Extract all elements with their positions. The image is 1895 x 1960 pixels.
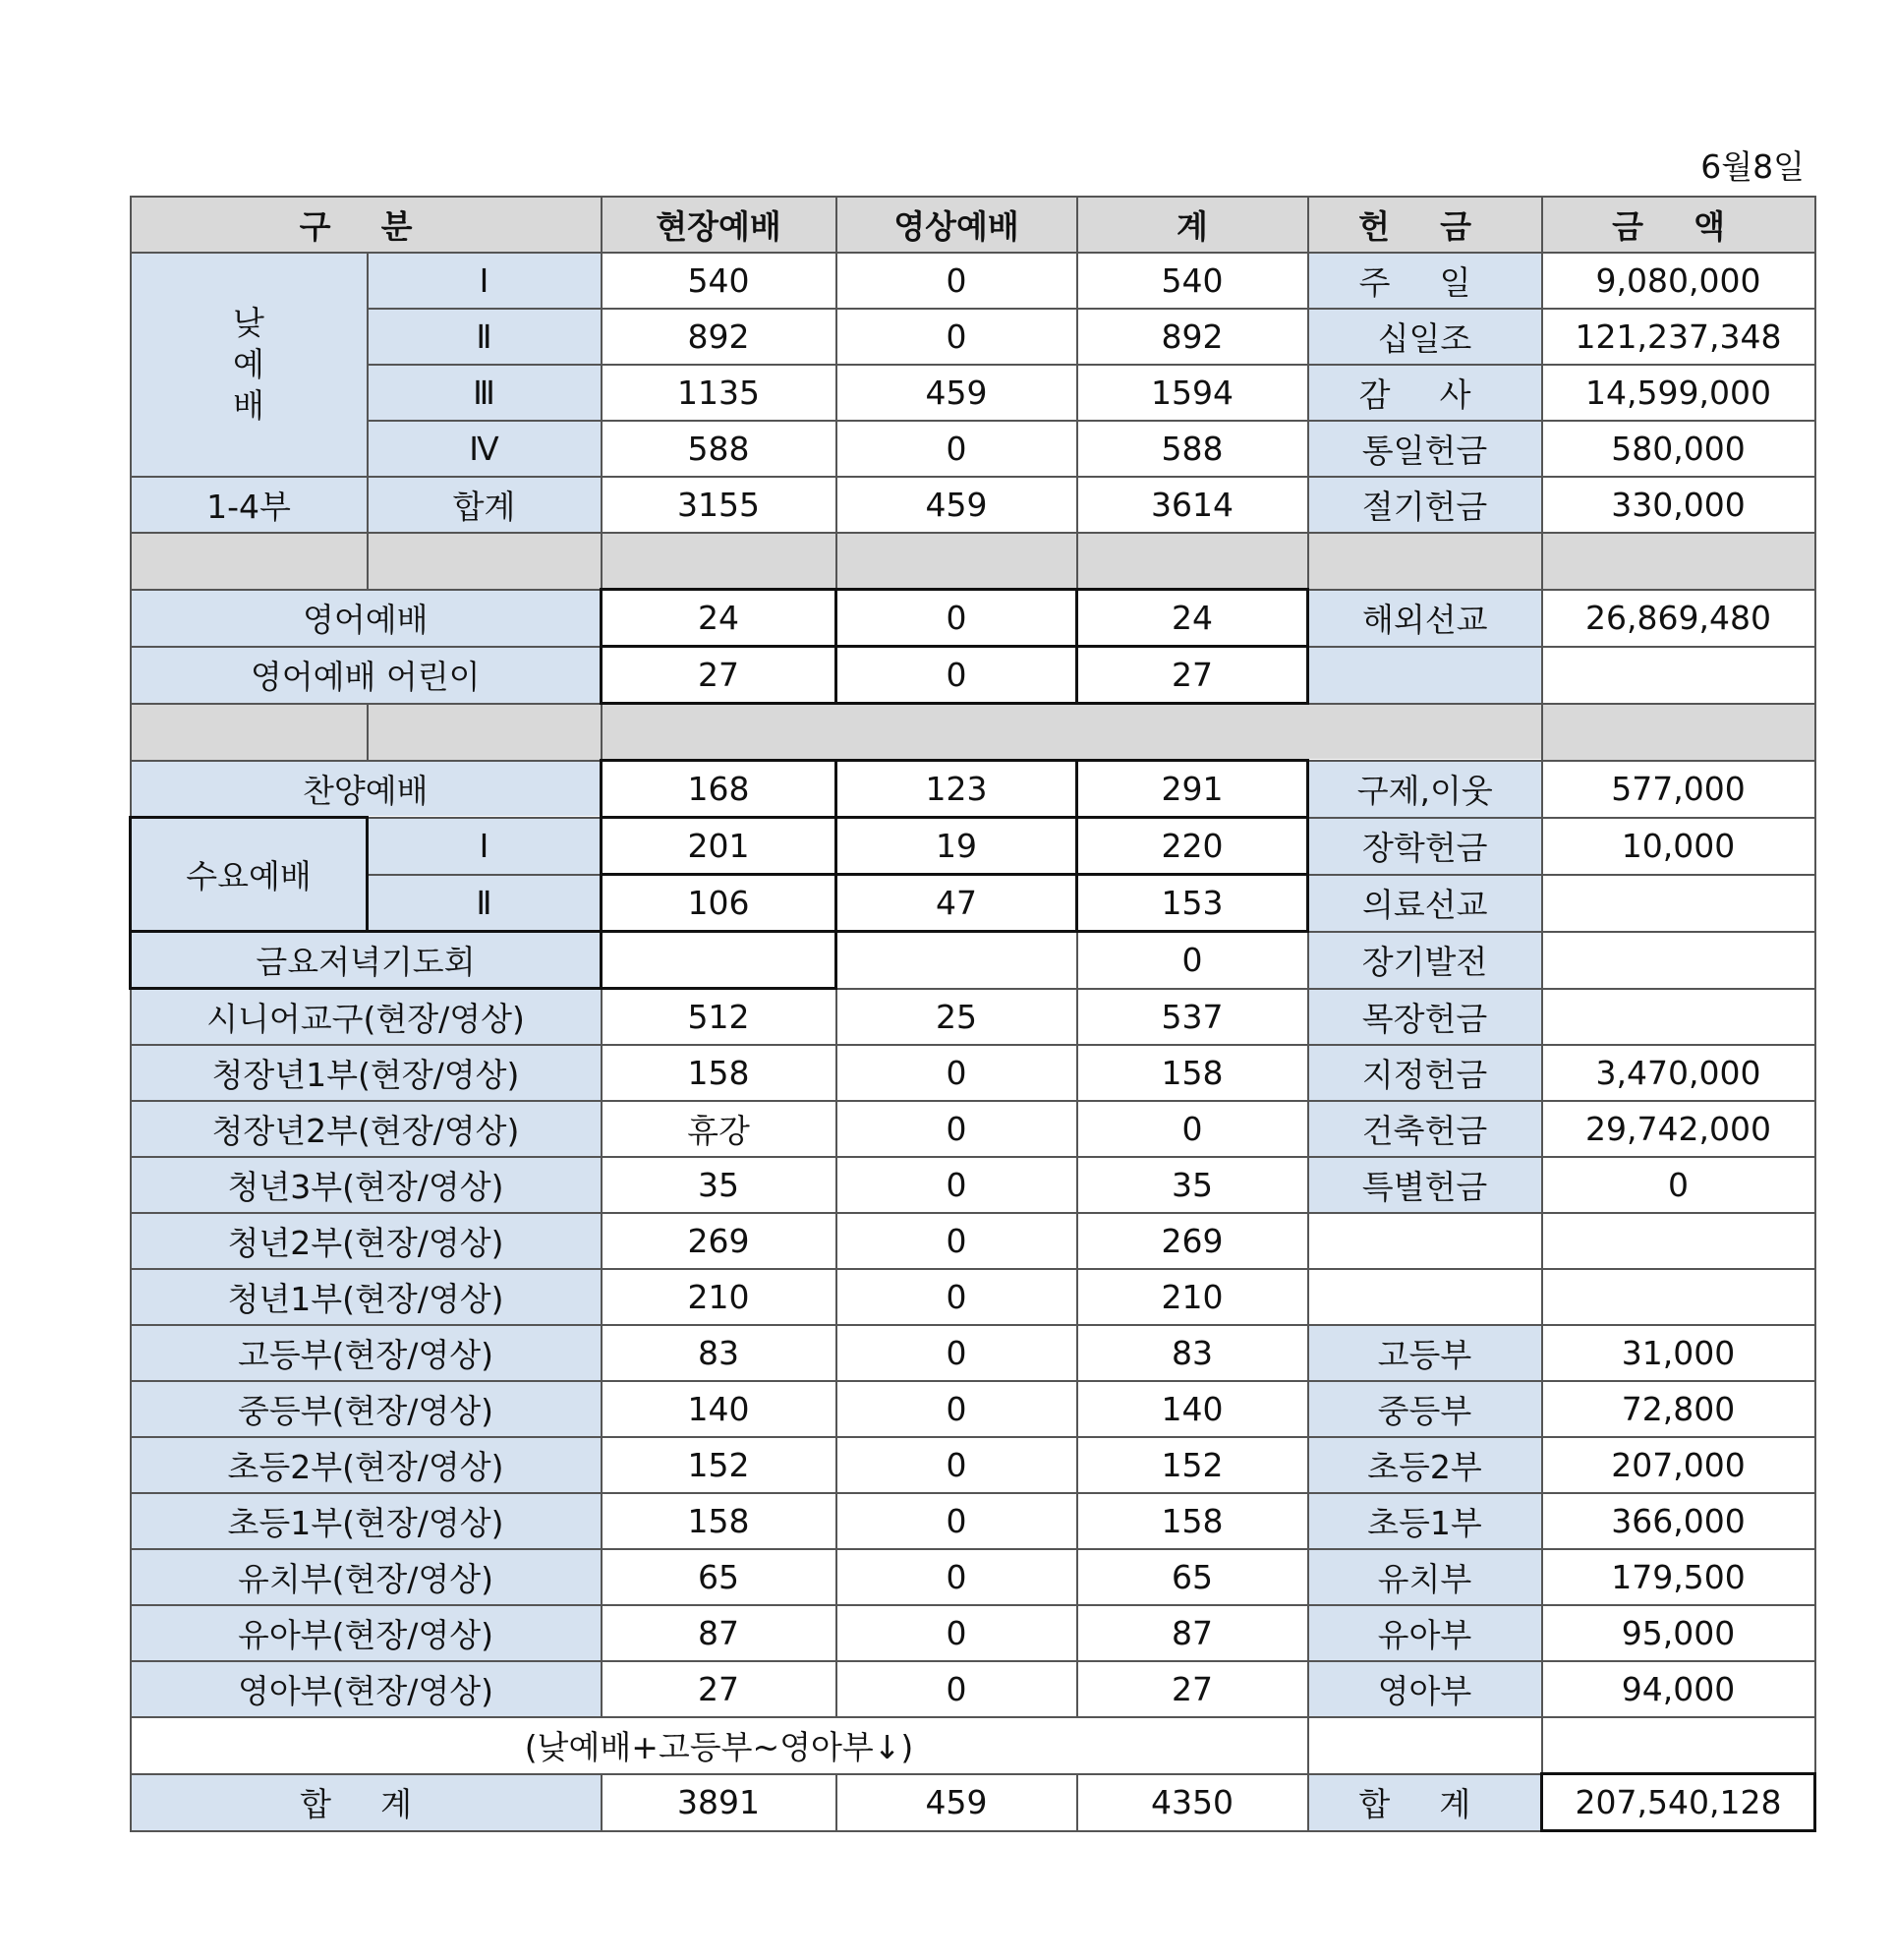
offering-label: 감 사 xyxy=(1308,365,1542,421)
offering-label: 주 일 xyxy=(1308,253,1542,309)
video-cell: 0 xyxy=(836,590,1077,647)
amount-cell: 179,500 xyxy=(1542,1549,1815,1605)
onsite-cell: 27 xyxy=(602,1661,836,1717)
total-cell: 0 xyxy=(1077,1101,1308,1157)
total-cell: 588 xyxy=(1077,421,1308,477)
row-label: 초등1부(현장/영상) xyxy=(131,1493,602,1549)
amount-cell: 3,470,000 xyxy=(1542,1045,1815,1101)
onsite-cell: 168 xyxy=(602,761,836,818)
row-label: 시니어교구(현장/영상) xyxy=(131,989,602,1046)
offering-label: 목장헌금 xyxy=(1308,989,1542,1046)
video-cell: 25 xyxy=(836,989,1077,1046)
table-row xyxy=(131,1213,1815,1269)
offering-label: 해외선교 xyxy=(1308,590,1542,647)
video-cell: 0 xyxy=(836,421,1077,477)
amount-cell: 207,000 xyxy=(1542,1437,1815,1493)
video-cell: 0 xyxy=(836,1549,1077,1605)
amount-cell: 9,080,000 xyxy=(1542,253,1815,309)
table-row xyxy=(131,1045,1815,1101)
onsite-cell: 152 xyxy=(602,1437,836,1493)
subtotal-part: 합계 xyxy=(368,477,602,533)
table-row xyxy=(131,647,1815,704)
video-cell: 0 xyxy=(836,1493,1077,1549)
video-cell: 459 xyxy=(836,365,1077,421)
row-label: 청장년1부(현장/영상) xyxy=(131,1045,602,1101)
spacer-cell xyxy=(602,533,836,590)
onsite-cell: 65 xyxy=(602,1549,836,1605)
part-label: Ⅰ xyxy=(368,253,602,309)
offering-label: 지정헌금 xyxy=(1308,1045,1542,1101)
onsite-cell: 588 xyxy=(602,421,836,477)
note-row xyxy=(131,1717,1815,1774)
table-row xyxy=(131,1493,1815,1549)
row-label: 금요저녁기도회 xyxy=(131,932,602,989)
spacer-cell xyxy=(368,533,602,590)
spacer-row xyxy=(131,704,1815,761)
offering-label: 초등2부 xyxy=(1308,1437,1542,1493)
video-cell: 123 xyxy=(836,761,1077,818)
total-cell: 1594 xyxy=(1077,365,1308,421)
table-row xyxy=(131,1605,1815,1661)
empty-cell xyxy=(1542,1717,1815,1774)
total-cell: 27 xyxy=(1077,1661,1308,1717)
spacer-cell xyxy=(131,533,368,590)
table-row xyxy=(131,989,1815,1046)
offering-label: 고등부 xyxy=(1308,1325,1542,1381)
onsite-cell: 106 xyxy=(602,875,836,932)
onsite-cell: 3155 xyxy=(602,477,836,533)
row-label: 유치부(현장/영상) xyxy=(131,1549,602,1605)
amount-cell: 26,869,480 xyxy=(1542,590,1815,647)
amount-cell: 94,000 xyxy=(1542,1661,1815,1717)
table-row xyxy=(131,477,1815,533)
video-cell: 0 xyxy=(836,1045,1077,1101)
header-onsite: 현장예배 xyxy=(602,197,836,253)
table-row xyxy=(131,1549,1815,1605)
amount-cell xyxy=(1542,1213,1815,1269)
offering-label xyxy=(1308,1213,1542,1269)
onsite-cell: 87 xyxy=(602,1605,836,1661)
offering-label: 구제,이웃 xyxy=(1308,761,1542,818)
row-label: 고등부(현장/영상) xyxy=(131,1325,602,1381)
onsite-cell: 140 xyxy=(602,1381,836,1437)
total-cell: 291 xyxy=(1077,761,1308,818)
total-cell: 140 xyxy=(1077,1381,1308,1437)
amount-cell: 121,237,348 xyxy=(1542,309,1815,365)
table-row xyxy=(131,761,1815,818)
spacer-cell xyxy=(131,704,368,761)
offering-label: 십일조 xyxy=(1308,309,1542,365)
onsite-cell: 512 xyxy=(602,989,836,1046)
offering-label: 합 계 xyxy=(1308,1774,1542,1831)
video-cell: 47 xyxy=(836,875,1077,932)
row-label: 중등부(현장/영상) xyxy=(131,1381,602,1437)
offering-label: 절기헌금 xyxy=(1308,477,1542,533)
total-cell: 537 xyxy=(1077,989,1308,1046)
report-date: 6월8일 xyxy=(1700,147,1805,186)
total-cell: 65 xyxy=(1077,1549,1308,1605)
row-label: 영아부(현장/영상) xyxy=(131,1661,602,1717)
spacer-cell xyxy=(1542,704,1815,761)
table-row xyxy=(131,932,1815,989)
table-row xyxy=(131,590,1815,647)
offering-label: 중등부 xyxy=(1308,1381,1542,1437)
offering-label: 유아부 xyxy=(1308,1605,1542,1661)
video-cell xyxy=(836,932,1077,989)
video-cell: 0 xyxy=(836,1661,1077,1717)
total-cell: 210 xyxy=(1077,1269,1308,1325)
video-cell: 0 xyxy=(836,309,1077,365)
offering-label: 건축헌금 xyxy=(1308,1101,1542,1157)
table-row xyxy=(131,421,1815,477)
offering-label: 영아부 xyxy=(1308,1661,1542,1717)
header-row xyxy=(131,197,1815,253)
spacer-cell xyxy=(602,704,1542,761)
video-cell: 0 xyxy=(836,253,1077,309)
onsite-cell: 201 xyxy=(602,818,836,875)
onsite-cell: 83 xyxy=(602,1325,836,1381)
onsite-cell: 158 xyxy=(602,1045,836,1101)
row-label: 영어예배 어린이 xyxy=(131,647,602,704)
amount-cell: 95,000 xyxy=(1542,1605,1815,1661)
spacer-row xyxy=(131,533,1815,590)
total-cell: 892 xyxy=(1077,309,1308,365)
table-row xyxy=(131,1381,1815,1437)
grand-total-row xyxy=(131,1774,1815,1831)
total-cell: 269 xyxy=(1077,1213,1308,1269)
amount-cell xyxy=(1542,932,1815,989)
video-cell: 0 xyxy=(836,1437,1077,1493)
spacer-cell xyxy=(836,533,1077,590)
video-cell: 0 xyxy=(836,1269,1077,1325)
amount-cell: 577,000 xyxy=(1542,761,1815,818)
offering-label: 특별헌금 xyxy=(1308,1157,1542,1213)
part-label: Ⅳ xyxy=(368,421,602,477)
onsite-cell: 1135 xyxy=(602,365,836,421)
table-row xyxy=(131,1437,1815,1493)
header-video: 영상예배 xyxy=(836,197,1077,253)
part-label: Ⅰ xyxy=(368,818,602,875)
table-row xyxy=(131,1157,1815,1213)
offering-label: 장학헌금 xyxy=(1308,818,1542,875)
offering-label: 유치부 xyxy=(1308,1549,1542,1605)
total-cell: 152 xyxy=(1077,1437,1308,1493)
video-cell: 0 xyxy=(836,647,1077,704)
onsite-cell: 540 xyxy=(602,253,836,309)
total-cell: 24 xyxy=(1077,590,1308,647)
row-label: 유아부(현장/영상) xyxy=(131,1605,602,1661)
amount-cell: 29,742,000 xyxy=(1542,1101,1815,1157)
day-service-label: 낮 예 배 xyxy=(131,253,368,477)
total-cell: 158 xyxy=(1077,1493,1308,1549)
part-label: Ⅱ xyxy=(368,309,602,365)
grand-total-label: 합 계 xyxy=(131,1774,602,1831)
onsite-cell: 158 xyxy=(602,1493,836,1549)
table-row xyxy=(131,365,1815,421)
total-cell: 153 xyxy=(1077,875,1308,932)
amount-cell: 10,000 xyxy=(1542,818,1815,875)
offering-label: 초등1부 xyxy=(1308,1493,1542,1549)
amount-cell: 0 xyxy=(1542,1157,1815,1213)
header-amount: 금 액 xyxy=(1542,197,1815,253)
amount-cell xyxy=(1542,647,1815,704)
row-label: 초등2부(현장/영상) xyxy=(131,1437,602,1493)
row-label: 찬양예배 xyxy=(131,761,602,818)
spacer-cell xyxy=(1308,533,1542,590)
total-cell: 158 xyxy=(1077,1045,1308,1101)
onsite-cell xyxy=(602,932,836,989)
onsite-cell: 3891 xyxy=(602,1774,836,1831)
onsite-cell: 24 xyxy=(602,590,836,647)
total-note: (낮예배+고등부~영아부↓) xyxy=(131,1717,1308,1774)
total-cell: 0 xyxy=(1077,932,1308,989)
video-cell: 459 xyxy=(836,1774,1077,1831)
total-cell: 87 xyxy=(1077,1605,1308,1661)
video-cell: 0 xyxy=(836,1157,1077,1213)
amount-cell: 72,800 xyxy=(1542,1381,1815,1437)
amount-cell: 366,000 xyxy=(1542,1493,1815,1549)
onsite-cell: 269 xyxy=(602,1213,836,1269)
part-label: Ⅲ xyxy=(368,365,602,421)
total-cell: 540 xyxy=(1077,253,1308,309)
table-row xyxy=(131,1325,1815,1381)
offering-label xyxy=(1308,647,1542,704)
onsite-cell: 35 xyxy=(602,1157,836,1213)
video-cell: 459 xyxy=(836,477,1077,533)
grand-total-amount: 207,540,128 xyxy=(1542,1774,1815,1831)
onsite-cell: 892 xyxy=(602,309,836,365)
video-cell: 0 xyxy=(836,1381,1077,1437)
amount-cell: 580,000 xyxy=(1542,421,1815,477)
onsite-cell: 210 xyxy=(602,1269,836,1325)
video-cell: 19 xyxy=(836,818,1077,875)
spacer-cell xyxy=(368,704,602,761)
table-row xyxy=(131,875,1815,932)
table-row xyxy=(131,253,1815,309)
offering-label: 통일헌금 xyxy=(1308,421,1542,477)
onsite-cell: 휴강 xyxy=(602,1101,836,1157)
amount-cell xyxy=(1542,989,1815,1046)
row-label: 영어예배 xyxy=(131,590,602,647)
total-cell: 83 xyxy=(1077,1325,1308,1381)
amount-cell: 31,000 xyxy=(1542,1325,1815,1381)
empty-cell xyxy=(1308,1717,1542,1774)
total-cell: 4350 xyxy=(1077,1774,1308,1831)
total-cell: 220 xyxy=(1077,818,1308,875)
video-cell: 0 xyxy=(836,1213,1077,1269)
spacer-cell xyxy=(1077,533,1308,590)
table-row xyxy=(131,1269,1815,1325)
total-cell: 3614 xyxy=(1077,477,1308,533)
table-row xyxy=(131,818,1815,875)
amount-cell: 14,599,000 xyxy=(1542,365,1815,421)
offering-label: 의료선교 xyxy=(1308,875,1542,932)
part-label: Ⅱ xyxy=(368,875,602,932)
row-label: 청년3부(현장/영상) xyxy=(131,1157,602,1213)
spacer-cell xyxy=(1542,533,1815,590)
header-offering: 헌 금 xyxy=(1308,197,1542,253)
onsite-cell: 27 xyxy=(602,647,836,704)
row-label: 청장년2부(현장/영상) xyxy=(131,1101,602,1157)
offering-label: 장기발전 xyxy=(1308,932,1542,989)
total-cell: 35 xyxy=(1077,1157,1308,1213)
table-row xyxy=(131,309,1815,365)
table-row xyxy=(131,1101,1815,1157)
header-total: 계 xyxy=(1077,197,1308,253)
header-category: 구 분 xyxy=(131,197,602,253)
video-cell: 0 xyxy=(836,1325,1077,1381)
row-label: 청년1부(현장/영상) xyxy=(131,1269,602,1325)
total-cell: 27 xyxy=(1077,647,1308,704)
table-row xyxy=(131,1661,1815,1717)
video-cell: 0 xyxy=(836,1101,1077,1157)
row-label: 청년2부(현장/영상) xyxy=(131,1213,602,1269)
amount-cell xyxy=(1542,875,1815,932)
offering-label xyxy=(1308,1269,1542,1325)
wednesday-label: 수요예배 xyxy=(131,818,368,932)
amount-cell: 330,000 xyxy=(1542,477,1815,533)
amount-cell xyxy=(1542,1269,1815,1325)
attendance-offering-table xyxy=(129,196,1816,1832)
subtotal-label: 1-4부 xyxy=(131,477,368,533)
video-cell: 0 xyxy=(836,1605,1077,1661)
